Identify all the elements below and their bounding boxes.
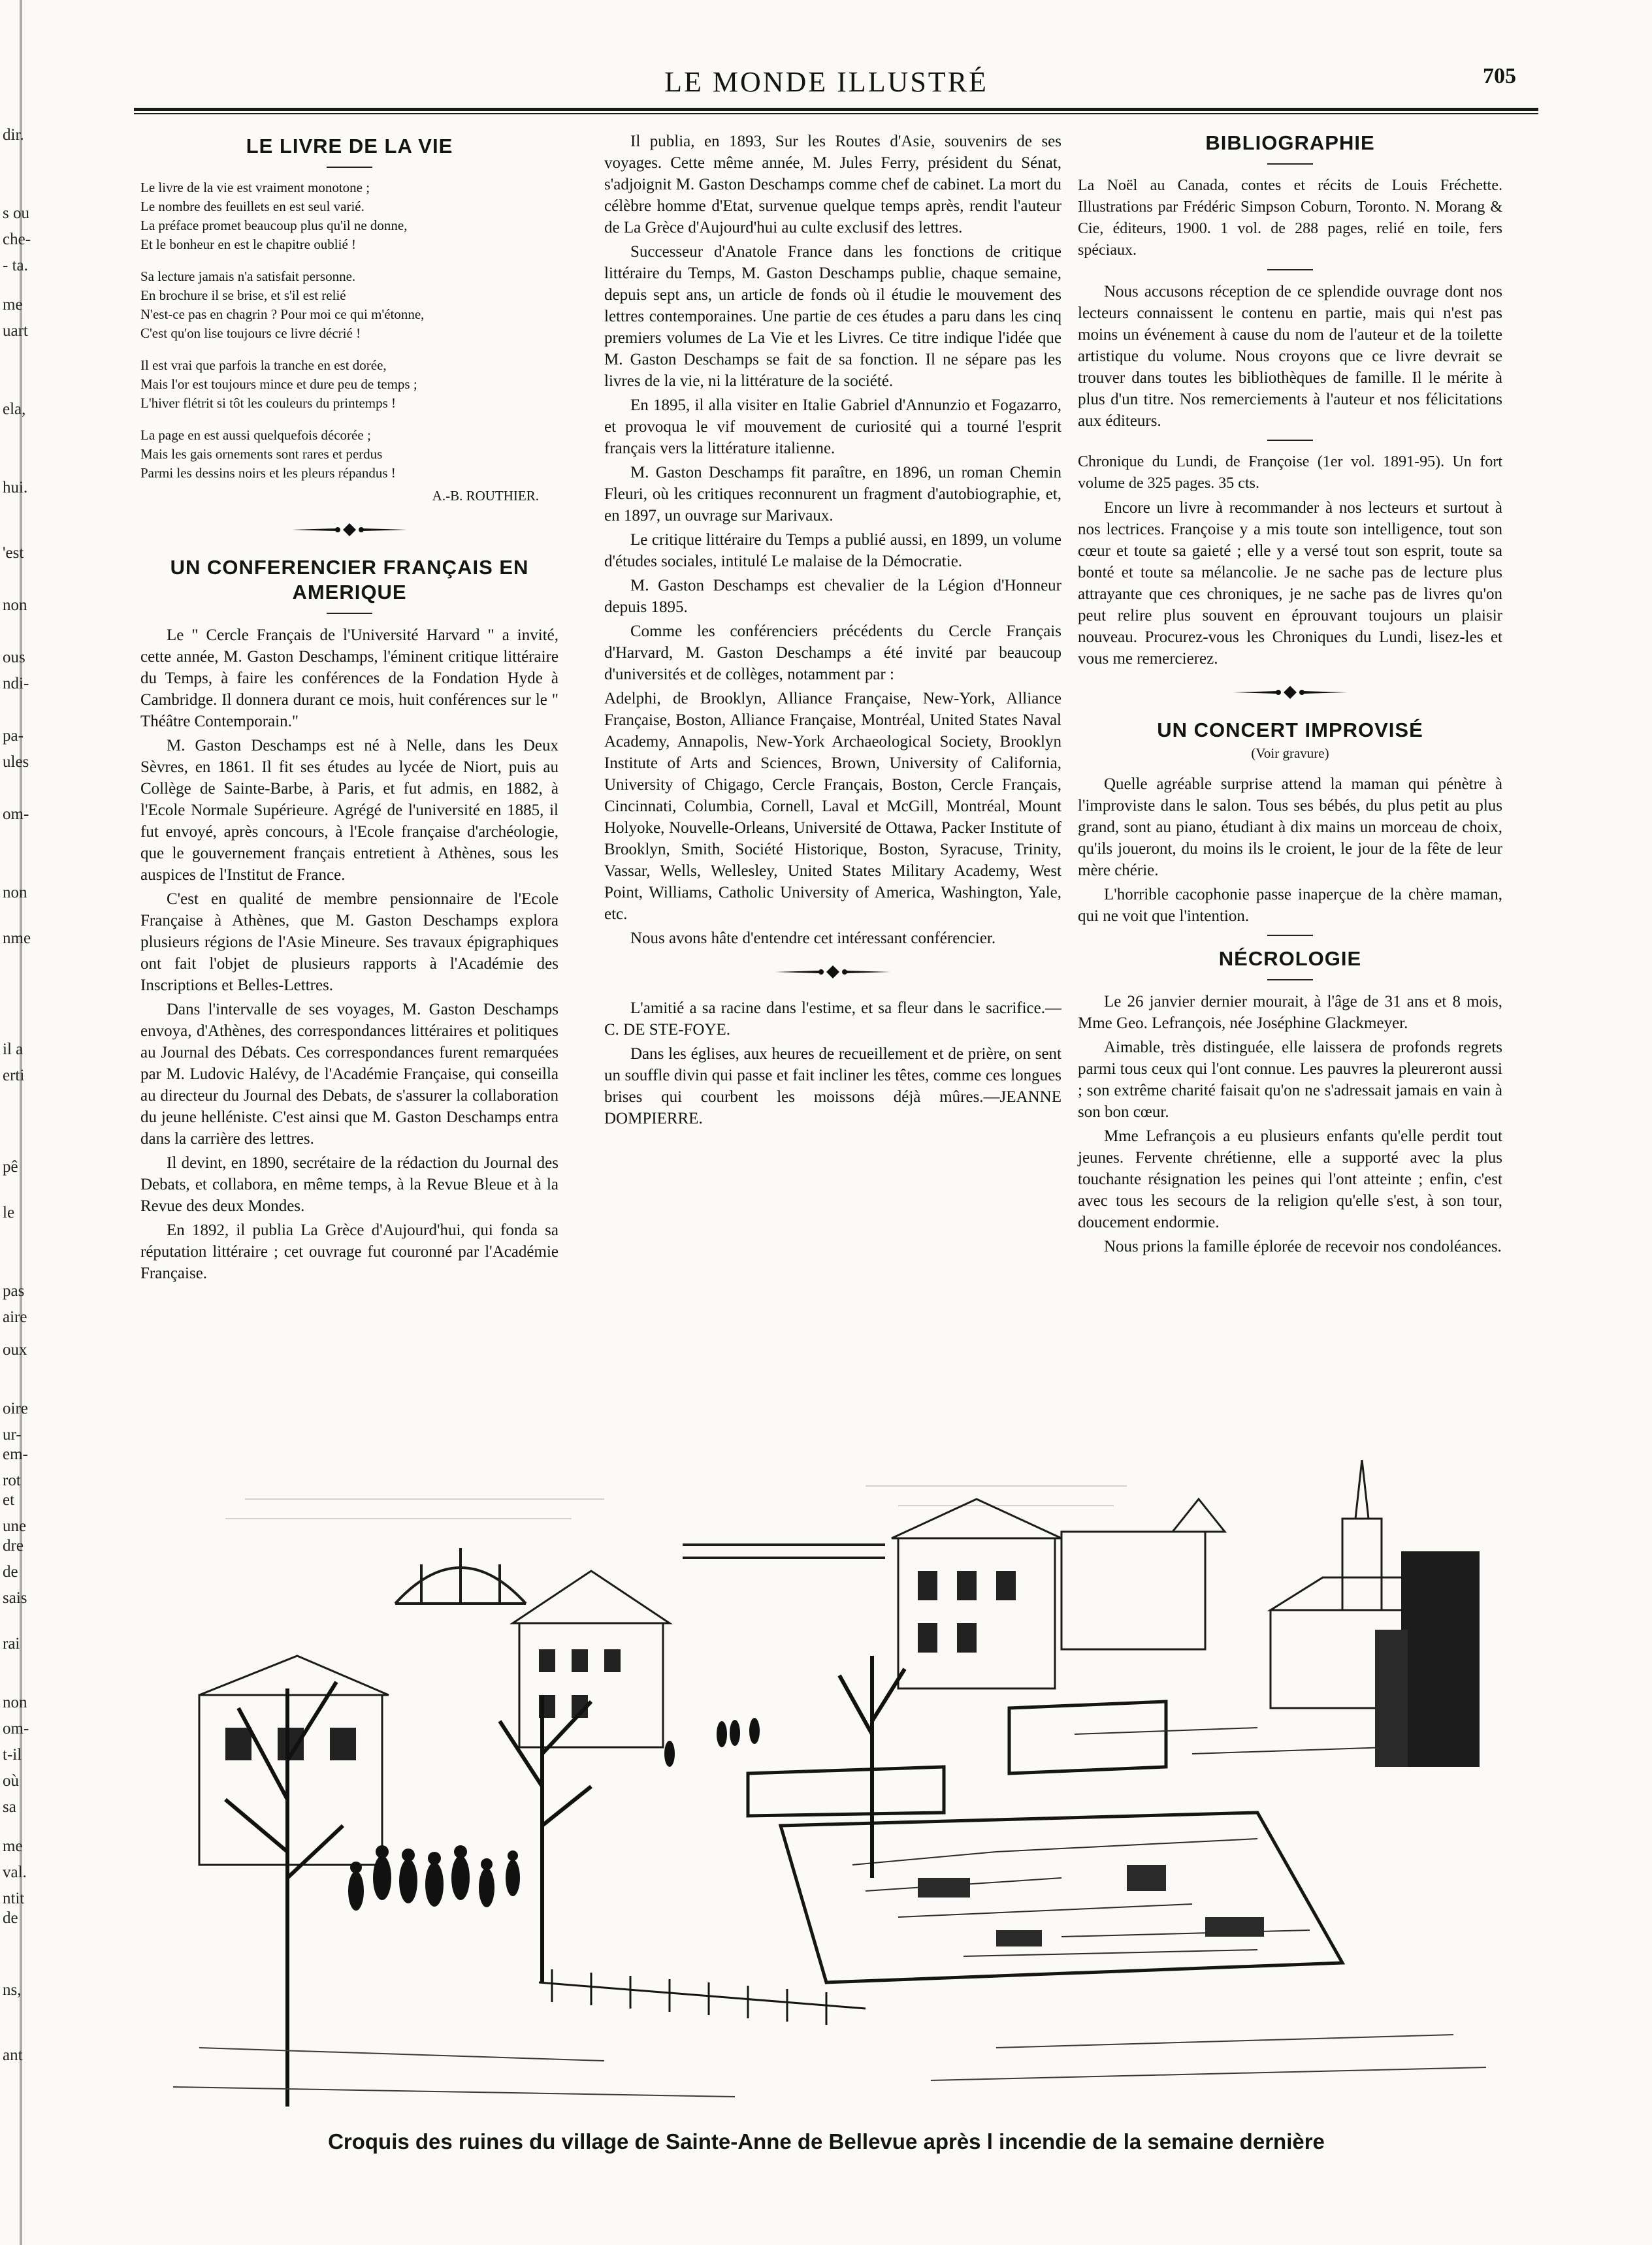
bleed-fragment: non xyxy=(3,884,27,901)
bleed-fragment: le xyxy=(3,1204,15,1221)
bleed-fragment: - ta. xyxy=(3,257,28,274)
bleed-fragment: de xyxy=(3,1909,18,1927)
paragraph: Quelle agréable surprise attend la maman qui pénètre à l'improviste dans le salon. Tous ses bébés, du plus petit au plus grand, sont au piano, étudiant à dix mains un morceau de choix, qu'ils joueront, du moins ils le croient, le jour de la fête de leur mère chérie. xyxy=(1078,775,1502,879)
bleed-fragment: ant xyxy=(3,2046,23,2064)
bleed-fragment: rot xyxy=(3,1472,21,1489)
paragraph: M. Gaston Deschamps est né à Nelle, dans les Deux Sèvres, en 1861. Il fit ses études au lycée de Niort, puis au Collège de Sainte-Barbe, à Paris, et fut admis, en 1882, à l'Ecole Normale Supérieure. Agrégé de l'université en 1885, il fut envoyé, après concours, à l'Ecole française d'archéologie, que le gouvernement français entretient à Athènes, sous les auspices de l'Institut de France. xyxy=(140,737,559,884)
poem-stanza xyxy=(140,267,559,343)
paragraph: M. Gaston Deschamps fit paraître, en 1896, un roman Chemin Fleuri, où les critiques reconnurent un fragment d'autobiographie, et, en 1897, un ouvrage sur Marivaux. xyxy=(604,464,1061,525)
paragraph: M. Gaston Deschamps est chevalier de la Légion d'Honneur depuis 1895. xyxy=(604,577,1061,616)
paragraph: Nous accusons réception de ce splendide ouvrage dont nos lecteurs connaissent le contenu en partie, mais qui n'est pas moins un événement à cause du nom de l'auteur et de la toilette artistique du volume. Nous croyons que ce livre devrait se trouver dans toutes les bibliothèques de famille. Il le mérite à plus d'un titre. Nos remerciements à l'auteur et nos félicitations aux éditeurs. xyxy=(1078,283,1502,430)
paragraph: Mme Lefrançois a eu plusieurs enfants qu'elle perdit tout jeunes. Fervente chrétienne, elle a supporté avec la plus touchante résignation les peines qui l'ont atteinte ; enfin, c'est avec tous les secours de la religion qu'elle s'est, à son tour, doucement endormie. xyxy=(1078,1127,1502,1231)
bleed-fragment: pa- xyxy=(3,727,24,745)
book-reference: La Noël au Canada, contes et récits de Louis Fréchette. Illustrations par Frédéric Simpson Coburn, Toronto. N. Morang & Cie, éditeurs, 1900. 1 vol. de 288 pages, relié en toile, fers spéciaux. xyxy=(1078,177,1502,259)
ornament-divider xyxy=(1231,684,1349,701)
bleed-fragment: om- xyxy=(3,1720,29,1737)
bleed-fragment: me xyxy=(3,1837,23,1855)
paragraph: Le " Cercle Français de l'Université Harvard " a invité, cette année, M. Gaston Deschamps, l'éminent critique littéraire du Temps, à faire les conférences de la Fondation Hyde à Cambridge. Il donnera durant ce mois, huit conférences sur le " Théâtre Contemporain." xyxy=(140,626,559,730)
bleed-fragment: pas xyxy=(3,1282,25,1300)
bleed-fragment: et xyxy=(3,1491,15,1509)
bleed-fragment: ous xyxy=(3,649,25,666)
bleed-fragment: val. xyxy=(3,1864,27,1881)
paragraph: Nous avons hâte d'entendre cet intéressant conférencier. xyxy=(630,929,996,947)
title-rule xyxy=(327,167,372,168)
poem-line: Mais l'or est toujours mince et dure peu de temps ; xyxy=(140,376,417,392)
bleed-fragment: om- xyxy=(3,805,29,823)
bleed-fragment: oire xyxy=(3,1400,28,1417)
bleed-fragment: il a xyxy=(3,1041,24,1058)
bleed-fragment: non xyxy=(3,596,27,614)
poem-line: N'est-ce pas en chagrin ? Pour moi ce qui m'étonne, xyxy=(140,306,425,322)
bleed-fragment: t-il xyxy=(3,1746,22,1764)
section-rule xyxy=(1267,269,1313,270)
poem-line: Sa lecture jamais n'a satisfait personne. xyxy=(140,268,356,284)
section-rule xyxy=(1267,440,1313,441)
institutions-list: Adelphi, de Brooklyn, Alliance Française, New-York, Alliance Française, Boston, Alliance Française, Montréal, United States Naval Academy, Annapolis, New-York Archaeological Society, Brooklyn Institute of Arts and Sciences, Brown, University of California, University of Chigago, Cercle Français, Boston, Cercle Français, Cincinnati, Columbia, Cornell, Laval et McGill, Montréal, Mount Holyoke, Nouvelle-Orleans, Université de Ottawa, Packer Institute of Brooklyn, Smith, Société Historique, Boston, Syracuse, Trinity, Vassar, Wells, Wellesley, United States Military Academy, West Point, Williams, Catholic University of America, Washington, Yale, etc. xyxy=(604,690,1061,923)
section-rule xyxy=(1267,935,1313,936)
bleed-fragment: em- xyxy=(3,1446,28,1463)
paragraph: Comme les conférenciers précédents du Cercle Français d'Harvard, M. Gaston Deschamps a été invité par beaucoup d'universités et de collèges, notamment par : xyxy=(604,622,1061,683)
bleed-fragment: ur- xyxy=(3,1426,22,1444)
poem-stanza xyxy=(140,178,559,254)
bleed-fragment: pê xyxy=(3,1158,18,1176)
quote: L'amitié a sa racine dans l'estime, et sa fleur dans le sacrifice.—C. DE STE-FOYE. xyxy=(604,999,1061,1039)
bleed-fragment: dir. xyxy=(3,126,24,144)
paragraph: Le critique littéraire du Temps a publié aussi, en 1899, un volume d'études sociales, intitulé Le malaise de la Démocratie. xyxy=(604,531,1061,570)
paragraph: Aimable, très distinguée, elle laissera de profonds regrets parmi tous ceux qui l'ont connue. Les pauvres la pleureront aussi ; son extrême charité faisait qu'on ne s'adressait jamais en vain à son bon cœur. xyxy=(1078,1039,1502,1121)
paragraph: En 1892, il publia La Grèce d'Aujourd'hui, qui fonda sa réputation littéraire ; cet ouvrage fut couronné par l'Académie Française. xyxy=(140,1221,559,1282)
bleed-fragment: une xyxy=(3,1517,27,1535)
title-rule xyxy=(1267,163,1313,165)
paragraph: Dans l'intervalle de ses voyages, M. Gaston Deschamps envoya, d'Athènes, des correspondances littéraires et politiques au Journal des Débats. Ces correspondances furent remarquées par M. Ludovic Halévy, de l'Académie Française, qui conseilla au directeur du Journal des Debats, de s'assurer la collaboration du jeune helléniste. C'est ainsi que M. Gaston Deschamps entra dans la carrière des lettres. xyxy=(140,1001,559,1148)
masthead-title: LE MONDE ILLUSTRÉ xyxy=(664,66,988,98)
paragraph: Il devint, en 1890, secrétaire de la rédaction du Journal des Debats, et collabora, en même temps, à la Revue Bleue et à la Revue des deux Mondes. xyxy=(140,1154,559,1215)
paragraph: Encore un livre à recommander à nos lecteurs et surtout à nos lectrices. Françoise y a mis toute son intelligence, tout son cœur et toute sa gaieté ; elle y a versé tout son esprit, toute sa bonté et toute sa mélancolie. Je ne sache pas de lecture plus attrayante que ces chroniques, je ne sache pas de livres qu'on peut relire plus souvent en éprouvant toujours un plaisir nouveau. Procurez-vous les Chroniques du Lundi, lisez-les et vous me remercierez. xyxy=(1078,499,1502,668)
bleed-fragment: 'est xyxy=(3,544,24,562)
column-1 xyxy=(140,134,559,1287)
bleed-fragment: ns, xyxy=(3,1981,22,1999)
header-rule xyxy=(134,108,1538,111)
bibliography-title: BIBLIOGRAPHIE xyxy=(1205,131,1375,154)
bleed-fragment: che- xyxy=(3,231,31,248)
paragraph: C'est en qualité de membre pensionnaire de l'Ecole Française à Athènes, que M. Gaston Deschamps explora plusieurs régions de l'Asie Mineure. Ses travaux épigraphiques ont fait l'objet de plusieurs rapports à l'Académie des Inscriptions et Belles-Lettres. xyxy=(140,890,559,994)
bleed-fragment: aire xyxy=(3,1308,27,1326)
quote: Dans les églises, aux heures de recueillement et de prière, on sent un souffle divin qui passe et fait incliner les têtes, comme ces longues brises qui courbent les moissons déjà mûres.—JEANNE DOMPIERRE. xyxy=(604,1045,1061,1127)
poem xyxy=(140,178,559,483)
bleed-fragment: ntit xyxy=(3,1890,25,1907)
header-rule-thin xyxy=(134,113,1538,114)
bleed-fragment: ules xyxy=(3,753,29,771)
paragraph: Le 26 janvier dernier mourait, à l'âge de 31 ans et 8 mois, Mme Geo. Lefrançois, née Joséphine Glackmeyer. xyxy=(1078,993,1502,1032)
title-rule xyxy=(327,613,372,614)
poem-line: Mais les gais ornements sont rares et perdus xyxy=(140,446,383,462)
poem-line: La préface promet beaucoup plus qu'il ne donne, xyxy=(140,218,408,233)
poem-stanza xyxy=(140,426,559,483)
book-reference: Chronique du Lundi, de Françoise (1er vol. 1891-95). Un fort volume de 325 pages. 35 cts. xyxy=(1078,453,1502,492)
poem-line: La page en est aussi quelquefois décorée ; xyxy=(140,427,371,443)
poem-line: Le livre de la vie est vraiment monotone ; xyxy=(140,180,370,195)
bleed-fragment: uart xyxy=(3,322,28,340)
title-rule xyxy=(1267,979,1313,980)
paragraph: Il publia, en 1893, Sur les Routes d'Asie, souvenirs de ses voyages. Cette même année, M. Jules Ferry, président du Sénat, s'adjoignit M. Gaston Deschamps comme chef de cabinet. La mort du célèbre homme d'Etat, survenue quelque temps après, rendit l'auteur de La Grèce d'Aujourd'hui au culte exclusif des lettres. xyxy=(604,133,1061,236)
poem-author: A.-B. ROUTHIER. xyxy=(432,488,539,504)
paragraph: Nous prions la famille éplorée de recevoir nos condoléances. xyxy=(1104,1238,1502,1255)
page-number: 705 xyxy=(1483,64,1516,88)
poem-stanza xyxy=(140,356,559,413)
concert-subtitle: (Voir gravure) xyxy=(1251,745,1329,761)
bleed-fragment: s ou xyxy=(3,204,29,222)
bleed-fragment: hui. xyxy=(3,479,28,496)
bleed-fragment: ndi- xyxy=(3,675,29,692)
bleed-fragment: erti xyxy=(3,1067,25,1084)
column-2 xyxy=(604,131,1061,1132)
poem-line: En brochure il se brise, et s'il est relié xyxy=(140,287,346,303)
bleed-fragment: me xyxy=(3,296,23,314)
bleed-fragment: dre xyxy=(3,1537,24,1555)
ornament-divider xyxy=(774,963,892,980)
poem-line: Et le bonheur en est le chapitre oublié ! xyxy=(140,236,357,252)
facing-page-bleed xyxy=(0,98,72,2188)
necrology-title: NÉCROLOGIE xyxy=(1218,947,1362,970)
paragraph: L'horrible cacophonie passe inaperçue de la chère maman, qui ne voit que l'intention. xyxy=(1078,886,1502,925)
bleed-fragment: oux xyxy=(3,1341,27,1359)
ornament-divider xyxy=(291,521,408,538)
illustration-caption: Croquis des ruines du village de Sainte-Anne de Bellevue après l incendie de la semaine dernière xyxy=(328,2129,1325,2154)
paragraph: Successeur d'Anatole France dans les fonctions de critique littéraire du Temps, M. Gaston Deschamps publie, chaque semaine, depuis sept ans, un article de fonds où il étudie le mouvement des lettres contemporaines. Une partie de ces études a paru dans les cinq premiers volumes de La Vie et les Livres. Ce titre indique l'idée que M. Gaston Deschamps se fait de sa fonction. Il ne sépare pas les livres de la vie, ni la littérature de la société. xyxy=(604,243,1061,390)
poem-title: LE LIVRE DE LA VIE xyxy=(246,135,453,157)
poem-line: L'hiver flétrit si tôt les couleurs du printemps ! xyxy=(140,395,397,411)
bleed-fragment: non xyxy=(3,1694,27,1711)
bleed-fragment: où xyxy=(3,1772,19,1790)
poem-line: Parmi les dessins noirs et les pleurs répandus ! xyxy=(140,465,396,481)
bleed-fragment: rai xyxy=(3,1635,20,1653)
poem-line: C'est qu'on lise toujours ce livre décrié ! xyxy=(140,325,361,341)
bleed-fragment: sais xyxy=(3,1589,27,1607)
bleed-fragment: sa xyxy=(3,1798,16,1816)
column-3 xyxy=(1078,131,1502,1260)
paragraph: En 1895, il alla visiter en Italie Gabriel d'Annunzio et Fogazarro, et provoqua le vif mouvement de curiosité qui a tourné l'esprit français vers la littérature italienne. xyxy=(604,396,1061,457)
poem-line: Le nombre des feuillets en est seul varié. xyxy=(140,199,364,214)
bleed-fragment: ela, xyxy=(3,400,26,418)
bleed-fragment: de xyxy=(3,1563,18,1581)
poem-line: Il est vrai que parfois la tranche en est dorée, xyxy=(140,357,387,373)
concert-title: UN CONCERT IMPROVISÉ xyxy=(1157,719,1423,741)
article-title: UN CONFERENCIER FRANÇAIS EN AMERIQUE xyxy=(170,556,529,604)
village-ruins-engraving xyxy=(147,1460,1499,2113)
bleed-fragment: nme xyxy=(3,929,31,947)
